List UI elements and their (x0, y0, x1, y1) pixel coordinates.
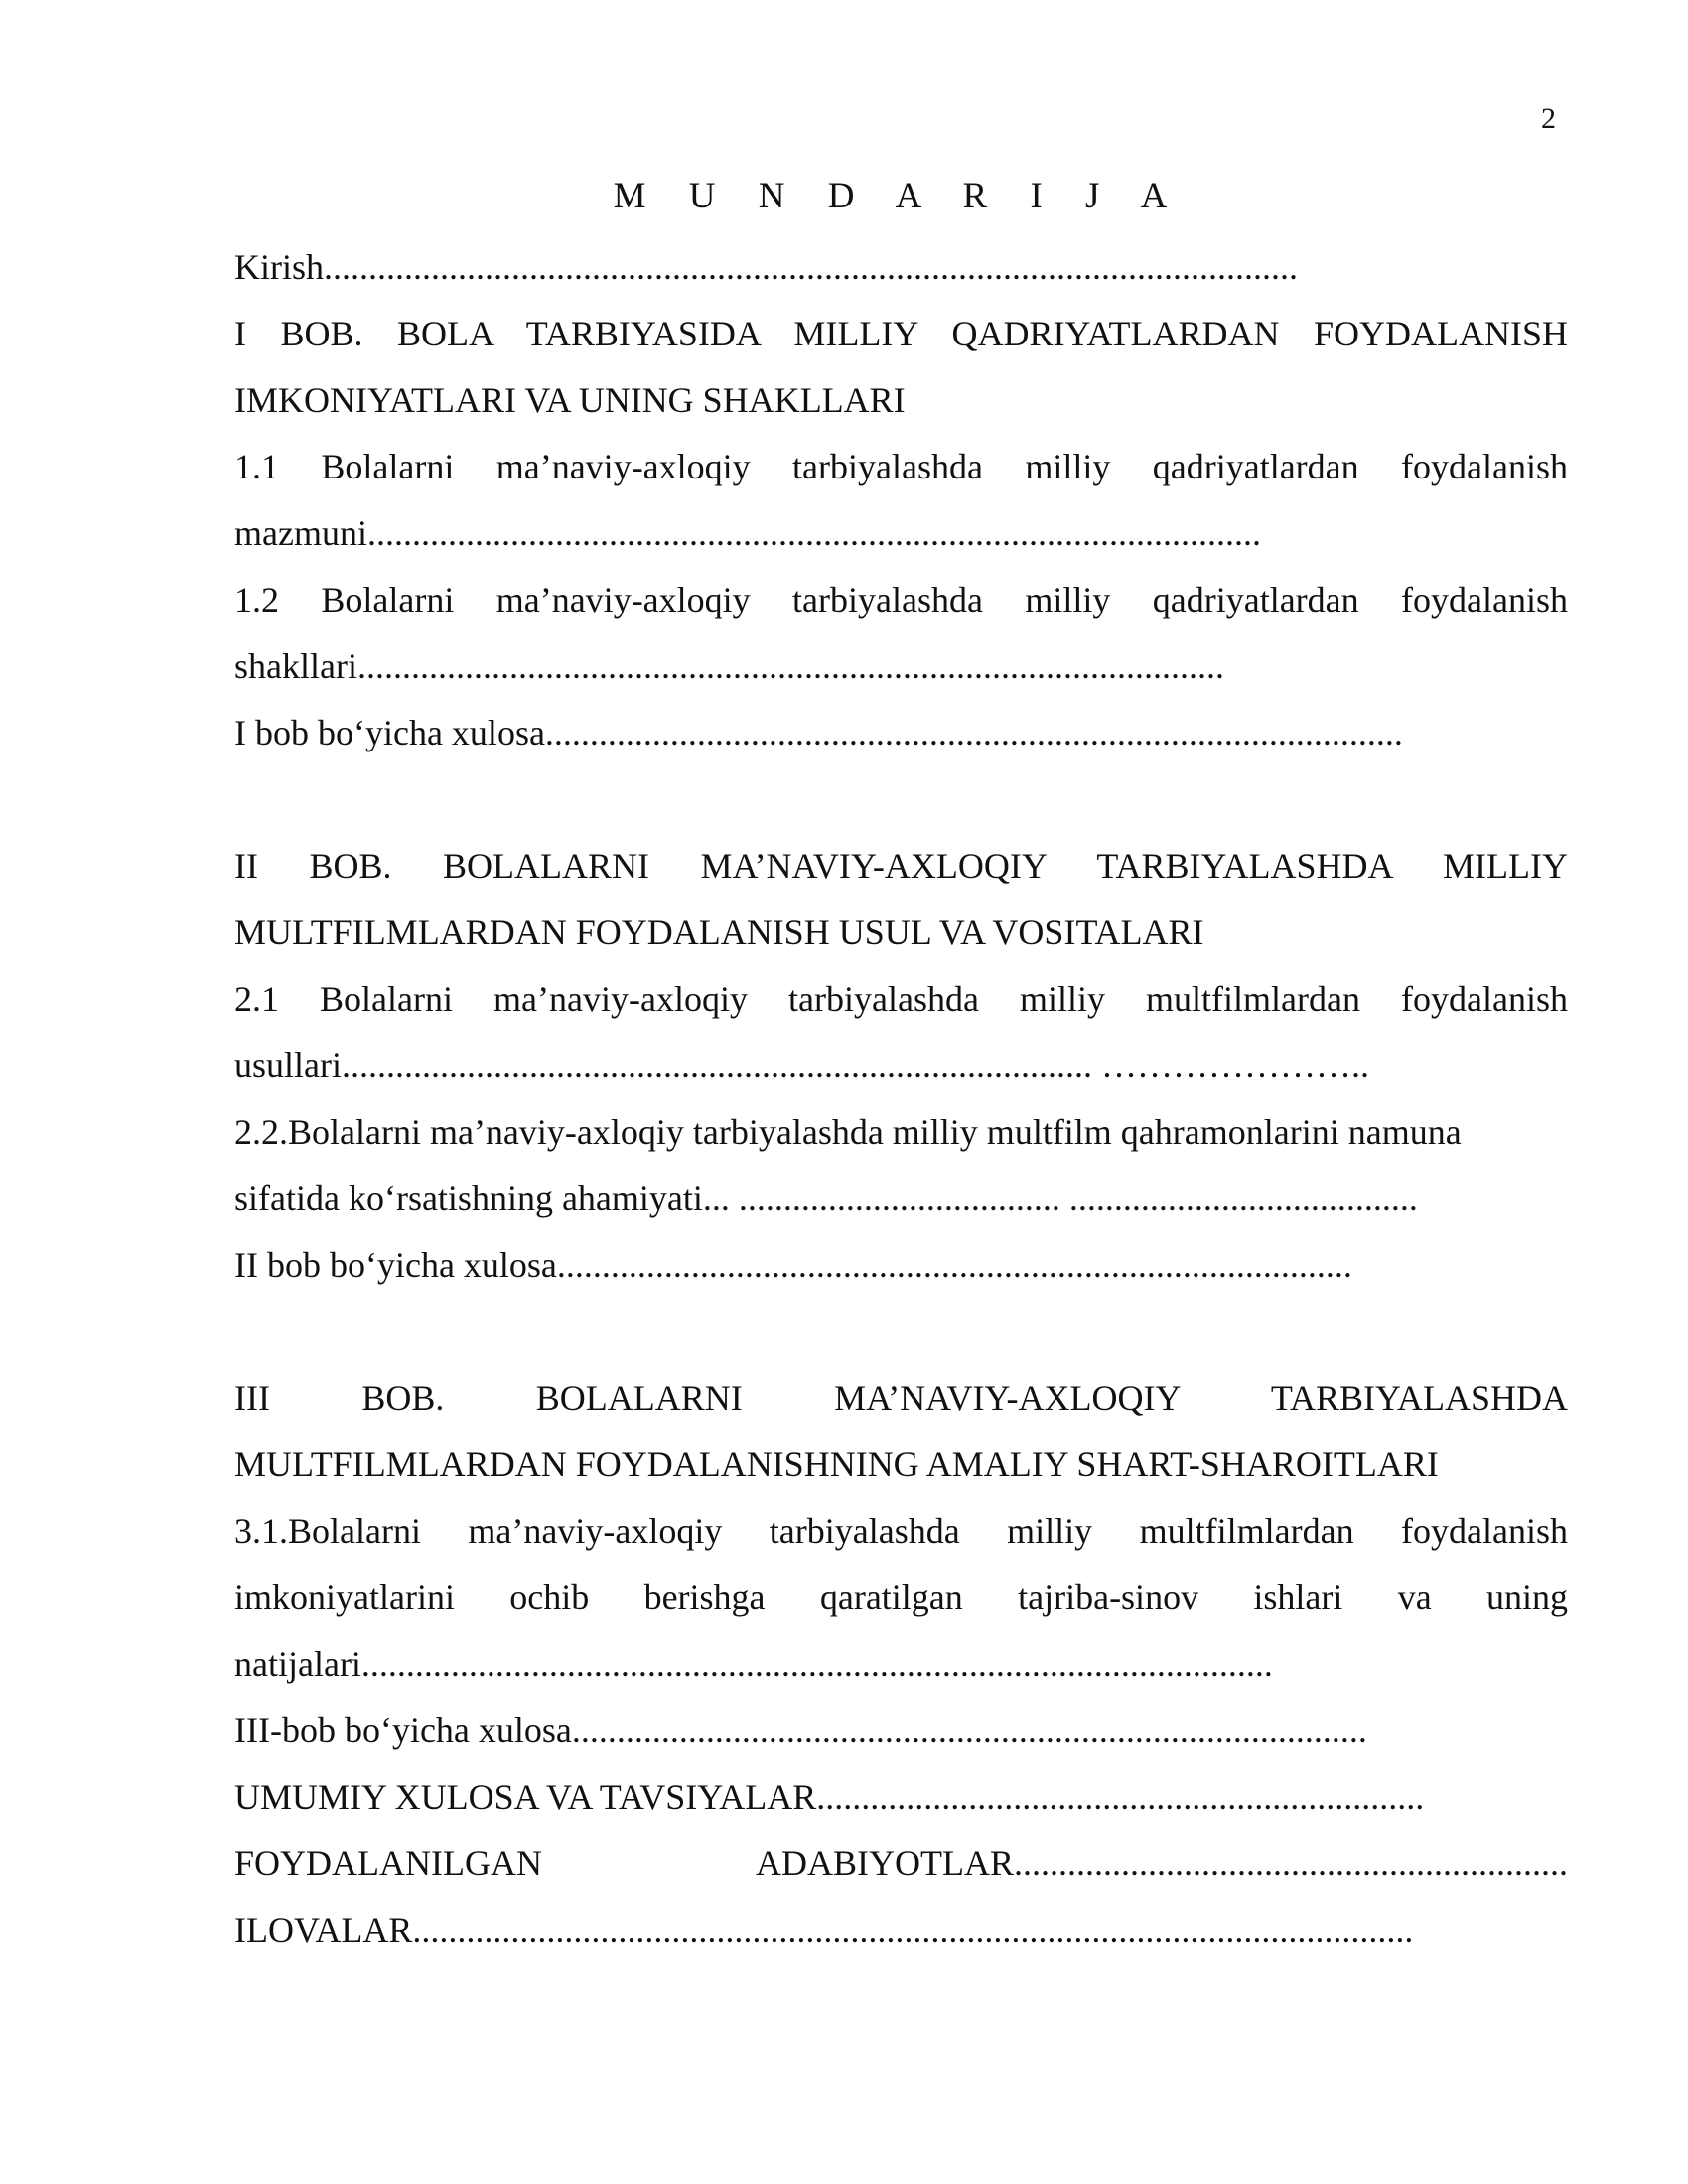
chapter-3-conclusion: III-bob bo‘yicha xulosa......................................................................................... (234, 1710, 1367, 1750)
toc-entry-kirish: Kirish............................................................................................................. (234, 247, 1298, 287)
toc-entry-3-1-continued: imkoniyatlarini ochib berishga qaratilgan tajriba-sinov ishlari va uning (234, 1577, 1568, 1617)
chapter-1-conclusion: I bob bo‘yicha xulosa................................................................................................ (234, 713, 1403, 752)
chapter-3-heading-continued: MULTFILMLARDAN FOYDALANISHNING AMALIY SHART-SHAROITLARI (234, 1444, 1439, 1484)
chapter-3-heading: III BOB. BOLALARNI MA’NAVIY-AXLOQIY TARBIYALASHDA (234, 1378, 1568, 1418)
spacer (234, 766, 1568, 833)
toc-entry-2-1: 2.1 Bolalarni ma’naviy-axloqiy tarbiyalashda milliy multfilmlardan foydalanish (234, 979, 1568, 1019)
chapter-2-heading-continued: MULTFILMLARDAN FOYDALANISH USUL VA VOSITALARI (234, 912, 1204, 952)
toc-entry-general-conclusion: UMUMIY XULOSA VA TAVSIYALAR.................................................................... (234, 1777, 1425, 1817)
toc-entry-2-2: 2.2.Bolalarni ma’naviy-axloqiy tarbiyalashda milliy multfilm qahramonlarini namuna (234, 1112, 1462, 1152)
chapter-1-heading: I BOB. BOLA TARBIYASIDA MILLIY QADRIYATLARDAN FOYDALANISH (234, 314, 1568, 353)
toc-entry-appendices: ILOVALAR................................................................................................................ (234, 1910, 1414, 1950)
toc-entry-2-2-continued: sifatida ko‘rsatishning ahamiyati... .................................... ....................................... (234, 1178, 1418, 1218)
toc-title: M U N D A R I J A (613, 176, 1185, 216)
page-number: 2 (1541, 102, 1556, 135)
spacer (234, 1298, 1568, 1365)
toc-entry-references: FOYDALANILGAN ADABIYOTLAR.............................................................. (234, 1843, 1568, 1883)
chapter-1-heading-continued: IMKONIYATLARI VA UNING SHAKLLARI (234, 380, 906, 420)
toc-entry-1-2: 1.2 Bolalarni ma’naviy-axloqiy tarbiyalashda milliy qadriyatlardan foydalanish (234, 580, 1568, 619)
table-of-contents (234, 234, 1568, 1964)
toc-entry-1-1: 1.1 Bolalarni ma’naviy-axloqiy tarbiyalashda milliy qadriyatlardan foydalanish (234, 447, 1568, 486)
toc-entry-2-1-continued: usullari.................................................................................... ………………….. (234, 1045, 1369, 1085)
toc-entry-3-1: 3.1.Bolalarni ma’naviy-axloqiy tarbiyalashda milliy multfilmlardan foydalanish (234, 1511, 1568, 1551)
toc-entry-1-1-continued: mazmuni.................................................................................................... (234, 513, 1261, 553)
toc-entry-1-2-continued: shakllari................................................................................................. (234, 646, 1224, 686)
chapter-2-conclusion: II bob bo‘yicha xulosa......................................................................................... (234, 1245, 1352, 1285)
chapter-2-heading: II BOB. BOLALARNI MA’NAVIY-AXLOQIY TARBIYALASHDA MILLIY (234, 846, 1568, 886)
toc-entry-3-1-continued-2: natijalari...................................................................................................... (234, 1644, 1273, 1684)
